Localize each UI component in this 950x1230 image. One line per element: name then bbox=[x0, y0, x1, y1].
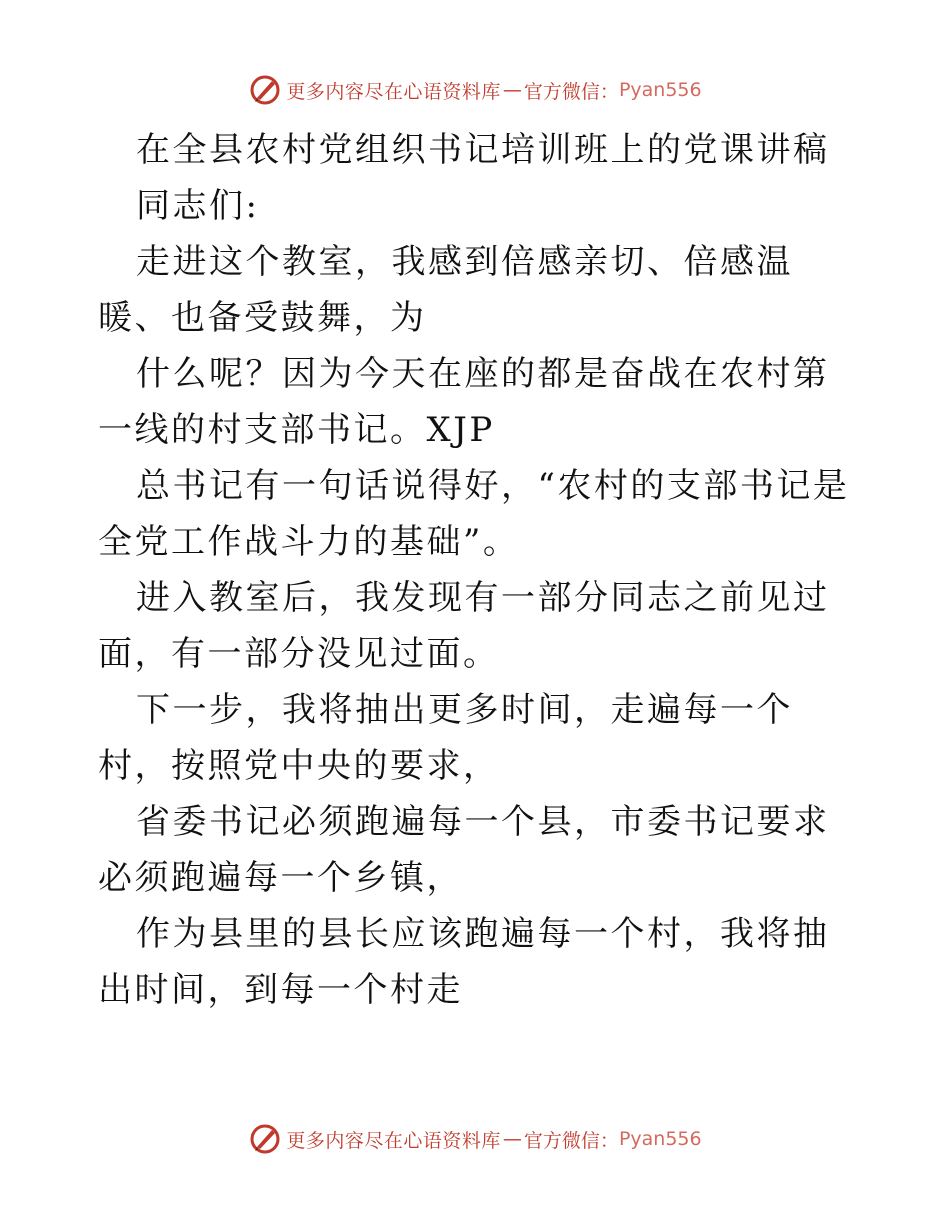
watermark-wechat-label: 官方微信： bbox=[523, 1129, 619, 1152]
paragraph-greeting: 同志们: bbox=[136, 186, 260, 226]
paragraph: 下一步，我将抽出更多时间，走遍每一个村，按照党中央的要求， bbox=[98, 690, 793, 786]
document-title: 在全县农村党组织书记培训班上的党课讲稿 bbox=[136, 130, 830, 170]
paragraph: 作为县里的县长应该跑遍每一个村，我将抽出时间，到每一个村走 bbox=[98, 914, 830, 1010]
paragraph: 总书记有一句话说得好，“农村的支部书记是全党工作战斗力的基础”。 bbox=[98, 466, 850, 562]
paragraph: 走进这个教室，我感到倍感亲切、倍感温暖、也备受鼓舞，为 bbox=[98, 242, 793, 338]
paragraph: 省委书记必须跑遍每一个县，市委书记要求必须跑遍每一个乡镇， bbox=[98, 802, 830, 898]
footer-watermark bbox=[0, 1119, 950, 1159]
watermark-site-text: 更多内容尽在心语资料库 bbox=[286, 1129, 501, 1152]
paragraph: 什么呢？因为今天在座的都是奋战在农村第一线的村支部书记。XJP bbox=[98, 354, 830, 450]
quill-pen-logo-icon bbox=[248, 1122, 282, 1156]
header-watermark bbox=[0, 70, 950, 110]
watermark-dash: — bbox=[502, 79, 522, 101]
document-body bbox=[98, 122, 858, 1018]
watermark-wechat-id: Pyan556 bbox=[618, 1128, 702, 1150]
watermark-wechat-id: Pyan556 bbox=[618, 79, 702, 101]
watermark-wechat-label: 官方微信： bbox=[523, 80, 619, 103]
watermark-dash: — bbox=[502, 1128, 522, 1150]
quill-pen-logo-icon bbox=[248, 73, 282, 107]
watermark-site-text: 更多内容尽在心语资料库 bbox=[286, 80, 501, 103]
paragraph: 进入教室后，我发现有一部分同志之前见过面，有一部分没见过面。 bbox=[98, 578, 830, 674]
